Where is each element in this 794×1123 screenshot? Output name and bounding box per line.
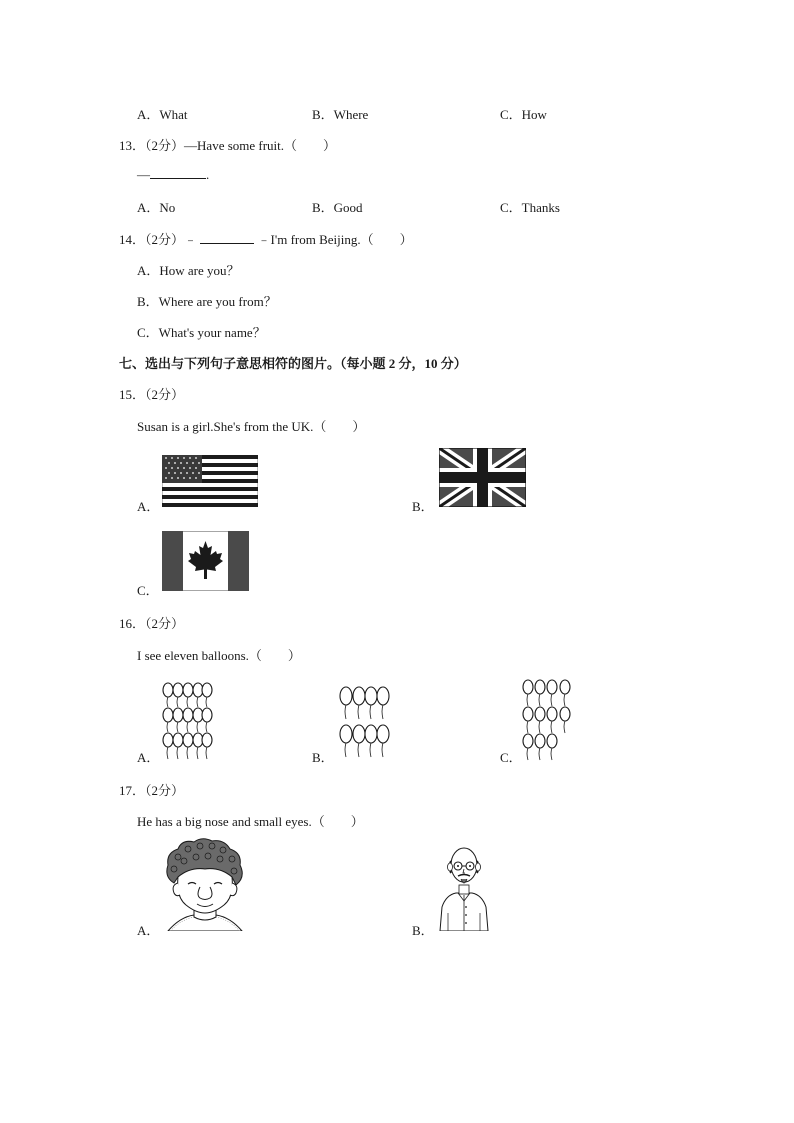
balloons-icon [521, 677, 575, 761]
q13-option-b: B．Good [312, 200, 363, 215]
usa-flag-icon [162, 455, 258, 507]
q12-option-c: C．How [500, 107, 547, 122]
curly-hair-boy-icon [160, 837, 250, 931]
q16-option-a-label: A． [137, 750, 160, 765]
q17-sentence: He has a big nose and small eyes.（ ） [137, 814, 364, 829]
q15-option-a-label: A． [137, 499, 160, 514]
q16-number: 16．（2分） [119, 616, 185, 631]
q17-number: 17．（2分） [119, 783, 185, 798]
q14-option-a: A．How are you？ [137, 263, 240, 278]
q15-option-b-label: B． [412, 499, 434, 514]
canada-flag-icon [162, 531, 249, 591]
q13-option-c: C．Thanks [500, 200, 560, 215]
answer-blank [150, 166, 206, 179]
q15-option-c-label: C． [137, 583, 159, 598]
q13-answer-line: — . [137, 167, 210, 182]
q12-option-a: A．What [137, 107, 188, 122]
answer-blank [200, 231, 254, 244]
q14-stem: 14．（2分）﹣ ﹣I'm from Beijing.（ ） [119, 232, 413, 247]
q13-option-a: A．No [137, 200, 176, 215]
q15-sentence: Susan is a girl.She's from the UK.（ ） [137, 419, 366, 434]
uk-flag-icon [439, 448, 526, 507]
balloons-icon [338, 684, 390, 760]
q13-stem: 13．（2分）—Have some fruit.（ ） [119, 138, 337, 153]
q12-option-b: B．Where [312, 107, 369, 122]
q14-option-c: C．What's your name？ [137, 325, 266, 340]
q17-option-a-label: A． [137, 923, 160, 938]
q15-number: 15．（2分） [119, 387, 185, 402]
section-heading: 七、选出与下列句子意思相符的图片。（每小题 2 分，10 分） [119, 356, 467, 371]
q16-option-c-label: C． [500, 750, 522, 765]
q16-sentence: I see eleven balloons.（ ） [137, 648, 301, 663]
balloons-icon [161, 680, 213, 762]
old-man-glasses-icon [436, 841, 492, 931]
q17-option-b-label: B． [412, 923, 434, 938]
q16-option-b-label: B． [312, 750, 334, 765]
q14-option-b: B．Where are you from？ [137, 294, 277, 309]
